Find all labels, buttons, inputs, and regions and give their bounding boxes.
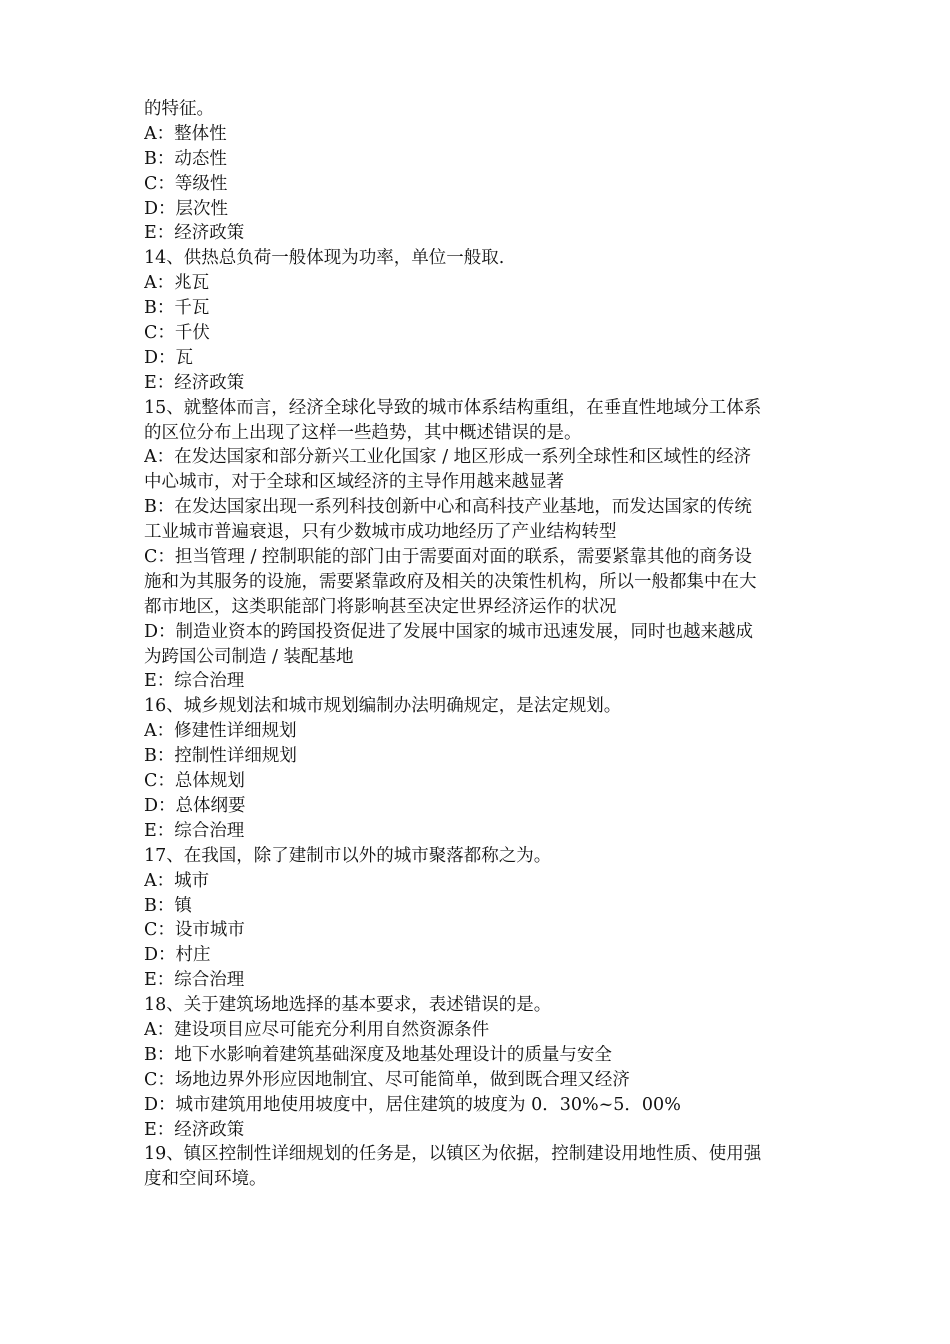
text-line: 的特征。: [144, 99, 214, 119]
option-a: A：建设项目应尽可能充分利用自然资源条件: [144, 1019, 490, 1040]
option-e: E：综合治理: [144, 671, 245, 692]
option-c: C：等级性: [144, 173, 228, 194]
question-19-line-2: 度和空间环境。: [144, 1169, 267, 1190]
option-d: D：村庄: [144, 945, 211, 966]
option-e: E：综合治理: [144, 820, 245, 841]
question-18: 18、关于建筑场地选择的基本要求，表述错误的是。: [144, 995, 552, 1016]
question-19-line-1: 19、镇区控制性详细规划的任务是，以镇区为依据，控制建设用地性质、使用强: [144, 1144, 762, 1165]
option-e: E：经济政策: [144, 1119, 245, 1140]
question-17: 17、在我国，除了建制市以外的城市聚落都称之为。: [144, 845, 552, 866]
question-14: 14、供热总负荷一般体现为功率，单位一般取.: [144, 248, 505, 269]
option-d: D：总体纲要: [144, 795, 246, 816]
question-15-line-2: 的区位分布上出现了这样一些趋势，其中概述错误的是。: [144, 422, 582, 443]
option-a-line-2: 中心城市，对于全球和区域经济的主导作用越来越显著: [144, 472, 564, 493]
option-a: A：整体性: [144, 123, 227, 144]
option-b: B：地下水影响着建筑基础深度及地基处理设计的质量与安全: [144, 1044, 612, 1065]
option-e: E：综合治理: [144, 970, 245, 991]
option-d-line-1: D：制造业资本的跨国投资促进了发展中国家的城市迅速发展，同时也越来越成: [144, 621, 754, 642]
option-c: C：总体规划: [144, 771, 245, 792]
option-a: A：修建性详细规划: [144, 721, 297, 742]
option-d: D：层次性: [144, 198, 229, 219]
option-a-line-1: A：在发达国家和部分新兴工业化国家 / 地区形成一系列全球性和区域性的经济: [144, 447, 752, 468]
option-b: B：千瓦: [144, 298, 210, 319]
option-e: E：经济政策: [144, 223, 245, 244]
question-15-line-1: 15、就整体而言，经济全球化导致的城市体系结构重组，在垂直性地域分工体系: [144, 397, 762, 418]
option-a: A：城市: [144, 870, 210, 891]
option-c-line-2: 施和为其服务的设施，需要紧靠政府及相关的决策性机构，所以一般都集中在大: [144, 571, 757, 592]
option-d-line-2: 为跨国公司制造 / 装配基地: [144, 646, 354, 667]
option-a: A：兆瓦: [144, 273, 210, 294]
option-c: C：千伏: [144, 323, 210, 344]
question-16: 16、城乡规划法和城市规划编制办法明确规定，是法定规划。: [144, 696, 622, 717]
option-c: C：设市城市: [144, 920, 245, 941]
option-d: D：瓦: [144, 347, 194, 368]
option-b: B：动态性: [144, 148, 227, 169]
option-c: C：场地边界外形应因地制宜、尽可能简单，做到既合理又经济: [144, 1069, 630, 1090]
option-b-line-2: 工业城市普遍衰退，只有少数城市成功地经历了产业结构转型: [144, 522, 617, 543]
option-c-line-3: 都市地区，这类职能部门将影响甚至决定世界经济运作的状况: [144, 596, 617, 617]
option-d: D：城市建筑用地使用坡度中，居住建筑的坡度为 0．30%~5．00%: [144, 1094, 681, 1115]
option-e: E：经济政策: [144, 372, 245, 393]
option-b: B：控制性详细规划: [144, 746, 297, 767]
document-body: [144, 97, 820, 1192]
option-b-line-1: B：在发达国家出现一系列科技创新中心和高科技产业基地，而发达国家的传统: [144, 497, 752, 518]
option-b: B：镇: [144, 895, 192, 916]
option-c-line-1: C：担当管理 / 控制职能的部门由于需要面对面的联系，需要紧靠其他的商务设: [144, 547, 752, 568]
